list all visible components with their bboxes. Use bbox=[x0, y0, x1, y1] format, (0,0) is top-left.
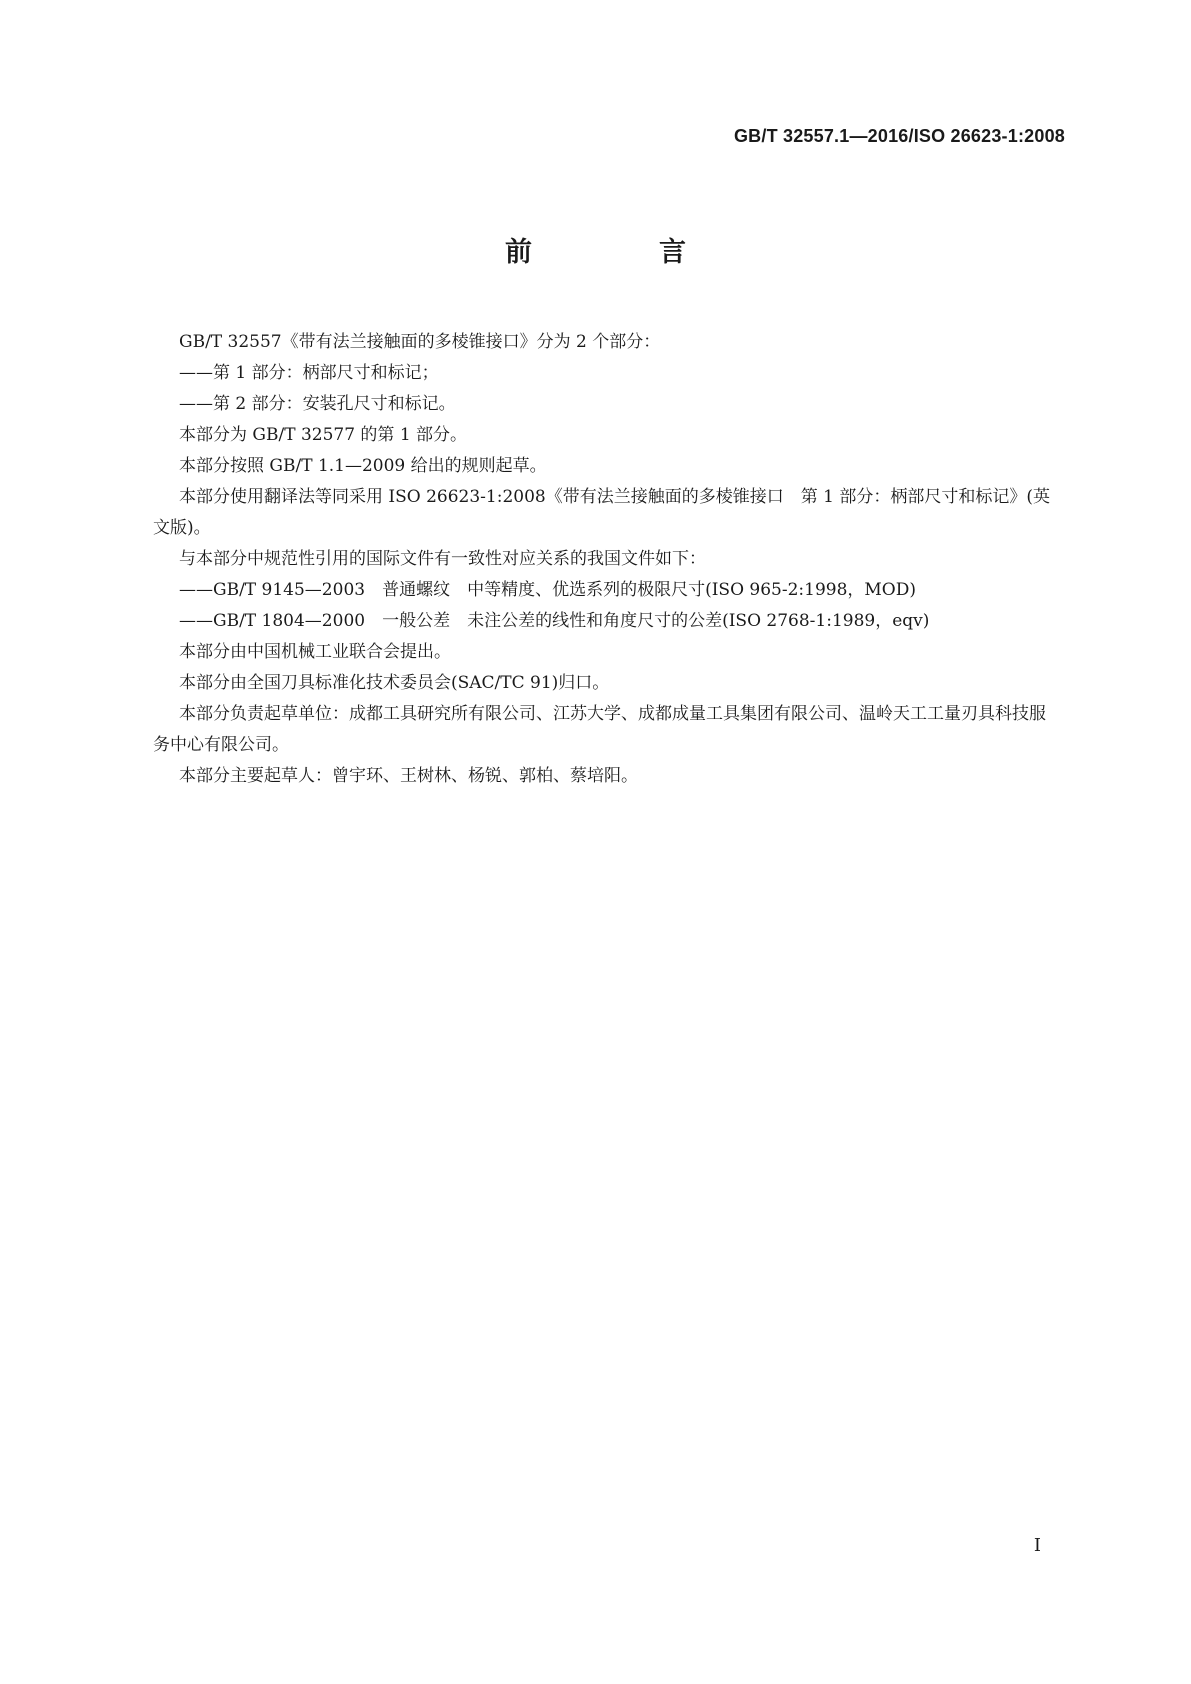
paragraph: ——GB/T 9145—2003 普通螺纹 中等精度、优选系列的极限尺寸(ISO 965-2:1998，MOD) bbox=[179, 580, 917, 600]
paragraph: 本部分由中国机械工业联合会提出。 bbox=[179, 642, 451, 662]
paragraph: ——第 2 部分：安装孔尺寸和标记。 bbox=[179, 394, 456, 414]
page-number: I bbox=[1033, 1535, 1041, 1556]
paragraph: 与本部分中规范性引用的国际文件有一致性对应关系的我国文件如下： bbox=[179, 549, 706, 569]
paragraph: 本部分由全国刀具标准化技术委员会(SAC/TC 91)归口。 bbox=[179, 673, 610, 693]
paragraph: ——GB/T 1804—2000 一般公差 未注公差的线性和角度尺寸的公差(ISO 2768-1:1989，eqv) bbox=[179, 611, 930, 631]
page-title: 前 言 bbox=[505, 237, 736, 268]
standard-code-header: GB/T 32557.1—2016/ISO 26623-1:2008 bbox=[733, 126, 1065, 146]
foreword-body bbox=[153, 327, 1055, 792]
paragraph: 本部分主要起草人：曾宇环、王树林、杨锐、郭柏、蔡培阳。 bbox=[179, 766, 638, 786]
paragraph: ——第 1 部分：柄部尺寸和标记； bbox=[179, 363, 439, 383]
paragraph: 本部分按照 GB/T 1.1—2009 给出的规则起草。 bbox=[179, 456, 547, 476]
paragraph: 本部分为 GB/T 32577 的第 1 部分。 bbox=[179, 425, 468, 445]
paragraph: 本部分负责起草单位：成都工具研究所有限公司、江苏大学、成都成量工具集团有限公司、温岭天工工量刃具科技服务中心有限公司。 bbox=[153, 704, 1046, 755]
paragraph: GB/T 32557《带有法兰接触面的多棱锥接口》分为 2 个部分： bbox=[179, 332, 661, 352]
paragraph: 本部分使用翻译法等同采用 ISO 26623-1:2008《带有法兰接触面的多棱锥接口 第 1 部分：柄部尺寸和标记》(英文版)。 bbox=[153, 487, 1050, 538]
